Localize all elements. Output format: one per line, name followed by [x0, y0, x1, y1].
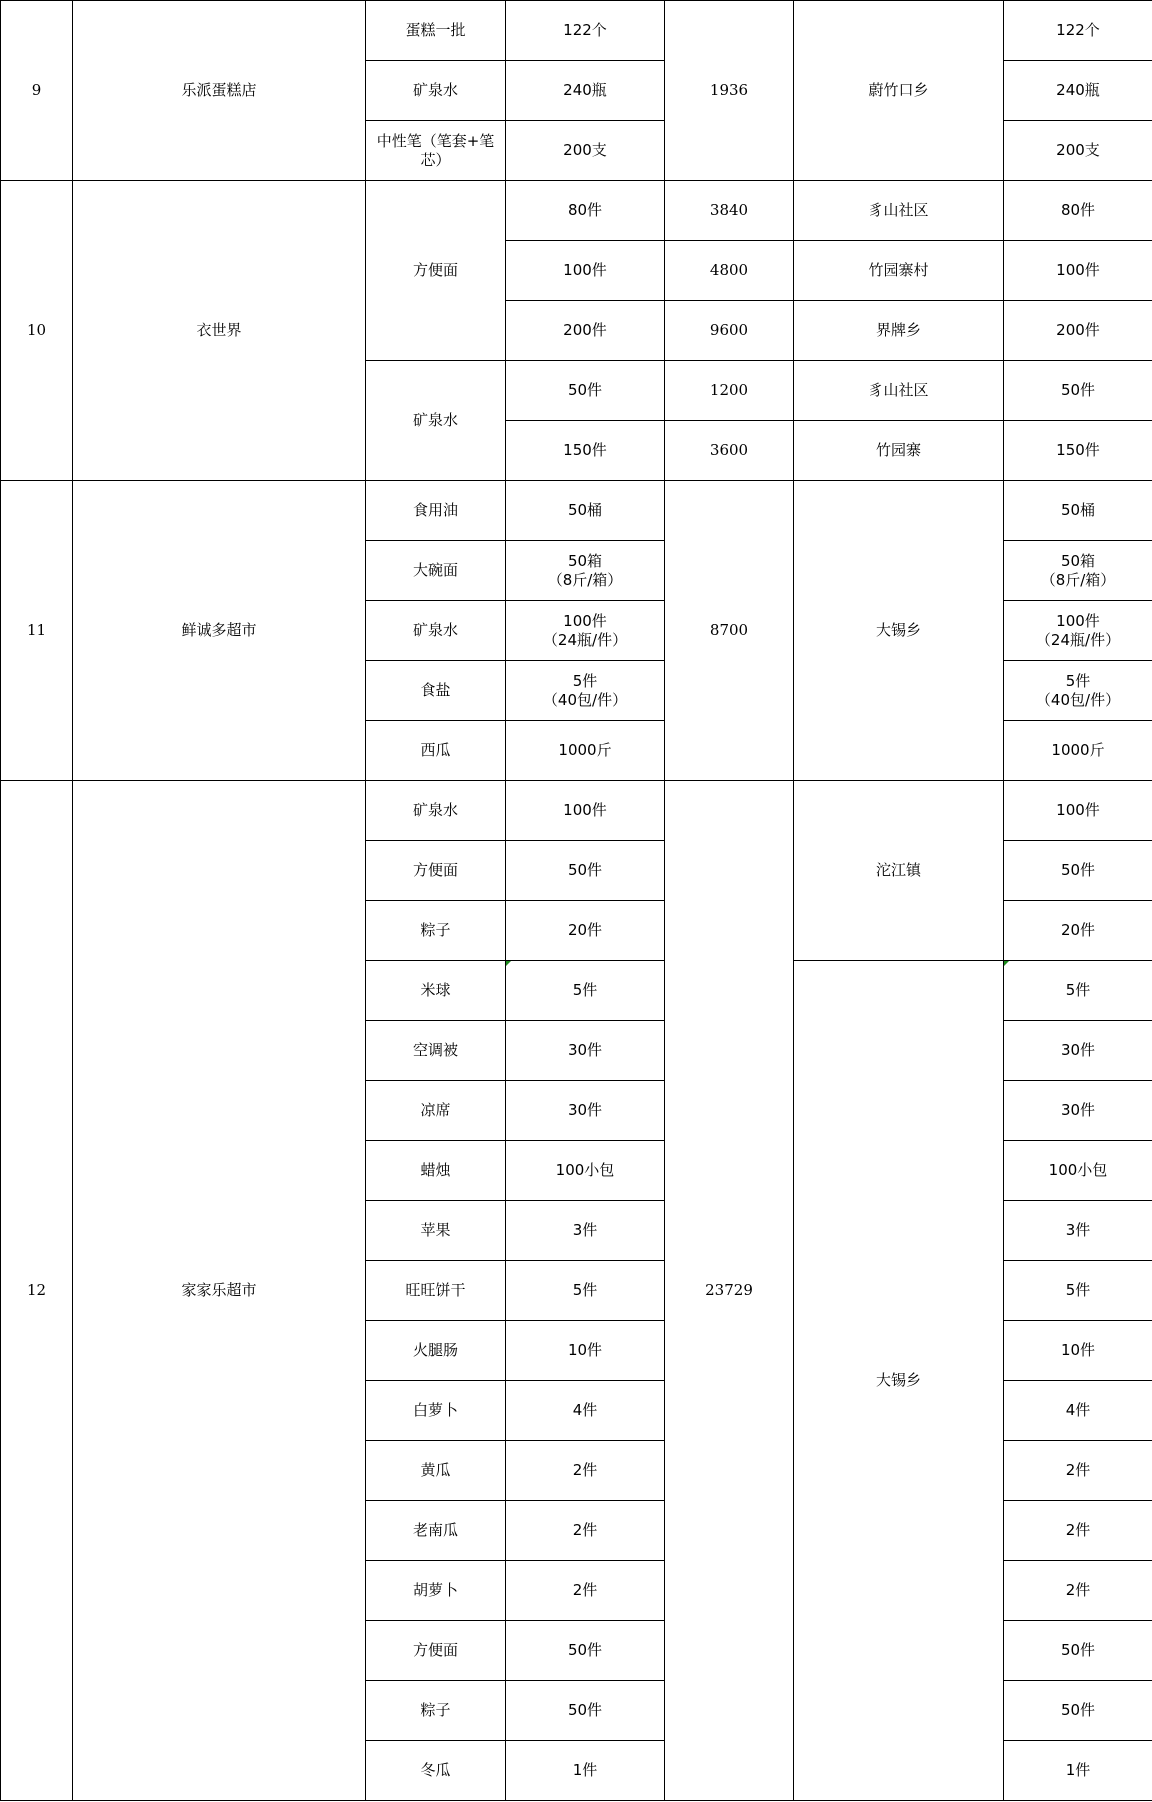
recv-cell: 5件 — [1004, 1261, 1152, 1321]
qty-cell: 4件 — [506, 1381, 665, 1441]
item-cell: 大碗面 — [366, 541, 506, 601]
table-row — [1, 481, 1152, 541]
recv-cell: 5件 — [1004, 961, 1152, 1021]
qty-cell: 3件 — [506, 1201, 665, 1261]
recv-cell: 122个 — [1004, 1, 1152, 61]
recv-cell: 5件 （40包/件） — [1004, 661, 1152, 721]
value-cell: 3840 — [665, 181, 794, 241]
recv-cell: 1000斤 — [1004, 721, 1152, 781]
dest-cell: 界牌乡 — [794, 301, 1004, 361]
seq-cell: 10 — [1, 181, 73, 481]
item-cell: 方便面 — [366, 181, 506, 361]
qty-cell: 50件 — [506, 361, 665, 421]
qty-cell: 2件 — [506, 1561, 665, 1621]
cell-comment-marker — [1004, 961, 1009, 966]
recv-cell: 2件 — [1004, 1561, 1152, 1621]
recv-cell: 50件 — [1004, 1621, 1152, 1681]
item-cell: 矿泉水 — [366, 61, 506, 121]
qty-cell: 20件 — [506, 901, 665, 961]
table-row — [1, 781, 1152, 841]
recv-cell: 150件 — [1004, 421, 1152, 481]
item-cell: 胡萝卜 — [366, 1561, 506, 1621]
item-cell: 粽子 — [366, 1681, 506, 1741]
item-cell: 旺旺饼干 — [366, 1261, 506, 1321]
qty-cell: 30件 — [506, 1021, 665, 1081]
recv-cell: 50件 — [1004, 1681, 1152, 1741]
item-cell: 矿泉水 — [366, 361, 506, 481]
item-cell: 凉席 — [366, 1081, 506, 1141]
recv-cell: 30件 — [1004, 1081, 1152, 1141]
recv-cell: 50箱 （8斤/箱） — [1004, 541, 1152, 601]
seq-cell: 11 — [1, 481, 73, 781]
recv-cell: 20件 — [1004, 901, 1152, 961]
recv-cell: 200支 — [1004, 121, 1152, 181]
seq-cell: 12 — [1, 781, 73, 1801]
dest-cell: 豸山社区 — [794, 181, 1004, 241]
qty-cell: 50件 — [506, 841, 665, 901]
qty-cell: 30件 — [506, 1081, 665, 1141]
recv-cell: 100件 — [1004, 781, 1152, 841]
qty-cell: 100件 — [506, 781, 665, 841]
item-cell: 粽子 — [366, 901, 506, 961]
qty-cell: 50桶 — [506, 481, 665, 541]
store-cell: 家家乐超市 — [73, 781, 366, 1801]
item-cell: 方便面 — [366, 1621, 506, 1681]
value-cell: 1200 — [665, 361, 794, 421]
item-cell: 蜡烛 — [366, 1141, 506, 1201]
recv-cell: 50件 — [1004, 841, 1152, 901]
recv-cell: 4件 — [1004, 1381, 1152, 1441]
qty-cell: 200件 — [506, 301, 665, 361]
item-cell: 食盐 — [366, 661, 506, 721]
recv-cell: 2件 — [1004, 1441, 1152, 1501]
dest-cell: 豸山社区 — [794, 361, 1004, 421]
store-cell: 衣世界 — [73, 181, 366, 481]
qty-cell: 50件 — [506, 1621, 665, 1681]
qty-cell: 1000斤 — [506, 721, 665, 781]
qty-cell: 100件 — [506, 241, 665, 301]
recv-cell: 100件 （24瓶/件） — [1004, 601, 1152, 661]
item-cell: 食用油 — [366, 481, 506, 541]
qty-cell: 5件 （40包/件） — [506, 661, 665, 721]
qty-cell: 2件 — [506, 1441, 665, 1501]
dest-cell: 蔚竹口乡 — [794, 1, 1004, 181]
recv-cell: 100小包 — [1004, 1141, 1152, 1201]
recv-cell: 3件 — [1004, 1201, 1152, 1261]
item-cell: 米球 — [366, 961, 506, 1021]
item-cell: 方便面 — [366, 841, 506, 901]
item-cell: 白萝卜 — [366, 1381, 506, 1441]
value-cell: 1936 — [665, 1, 794, 181]
dest-cell: 竹园寨村 — [794, 241, 1004, 301]
recv-cell: 30件 — [1004, 1021, 1152, 1081]
item-cell: 矿泉水 — [366, 601, 506, 661]
item-cell: 空调被 — [366, 1021, 506, 1081]
recv-cell: 200件 — [1004, 301, 1152, 361]
recv-cell: 50桶 — [1004, 481, 1152, 541]
item-cell: 矿泉水 — [366, 781, 506, 841]
item-cell: 西瓜 — [366, 721, 506, 781]
item-cell: 中性笔（笔套+笔 芯） — [366, 121, 506, 181]
qty-cell: 80件 — [506, 181, 665, 241]
qty-cell: 50件 — [506, 1681, 665, 1741]
recv-cell: 10件 — [1004, 1321, 1152, 1381]
qty-cell: 5件 — [506, 1261, 665, 1321]
recv-cell: 80件 — [1004, 181, 1152, 241]
qty-cell: 240瓶 — [506, 61, 665, 121]
item-cell: 冬瓜 — [366, 1741, 506, 1801]
value-cell: 23729 — [665, 781, 794, 1801]
store-cell: 乐派蛋糕店 — [73, 1, 366, 181]
recv-cell: 50件 — [1004, 361, 1152, 421]
qty-cell: 5件 — [506, 961, 665, 1021]
seq-cell: 9 — [1, 1, 73, 181]
qty-cell: 150件 — [506, 421, 665, 481]
dest-cell: 沱江镇 — [794, 781, 1004, 961]
recv-cell: 2件 — [1004, 1501, 1152, 1561]
qty-cell: 200支 — [506, 121, 665, 181]
value-cell: 3600 — [665, 421, 794, 481]
dest-cell: 竹园寨 — [794, 421, 1004, 481]
qty-cell: 100小包 — [506, 1141, 665, 1201]
value-cell: 4800 — [665, 241, 794, 301]
value-cell: 8700 — [665, 481, 794, 781]
value-cell: 9600 — [665, 301, 794, 361]
dest-cell: 大锡乡 — [794, 481, 1004, 781]
table-row — [1, 181, 1152, 241]
qty-cell: 2件 — [506, 1501, 665, 1561]
store-cell: 鲜诚多超市 — [73, 481, 366, 781]
item-cell: 蛋糕一批 — [366, 1, 506, 61]
recv-cell: 100件 — [1004, 241, 1152, 301]
item-cell: 黄瓜 — [366, 1441, 506, 1501]
item-cell: 老南瓜 — [366, 1501, 506, 1561]
recv-cell: 240瓶 — [1004, 61, 1152, 121]
qty-cell: 10件 — [506, 1321, 665, 1381]
qty-cell: 1件 — [506, 1741, 665, 1801]
qty-cell: 100件 （24瓶/件） — [506, 601, 665, 661]
recv-cell: 1件 — [1004, 1741, 1152, 1801]
qty-cell: 122个 — [506, 1, 665, 61]
cell-comment-marker — [506, 961, 511, 966]
table-row — [1, 1, 1152, 61]
item-cell: 苹果 — [366, 1201, 506, 1261]
dest-cell: 大锡乡 — [794, 961, 1004, 1801]
qty-cell: 50箱 （8斤/箱） — [506, 541, 665, 601]
item-cell: 火腿肠 — [366, 1321, 506, 1381]
